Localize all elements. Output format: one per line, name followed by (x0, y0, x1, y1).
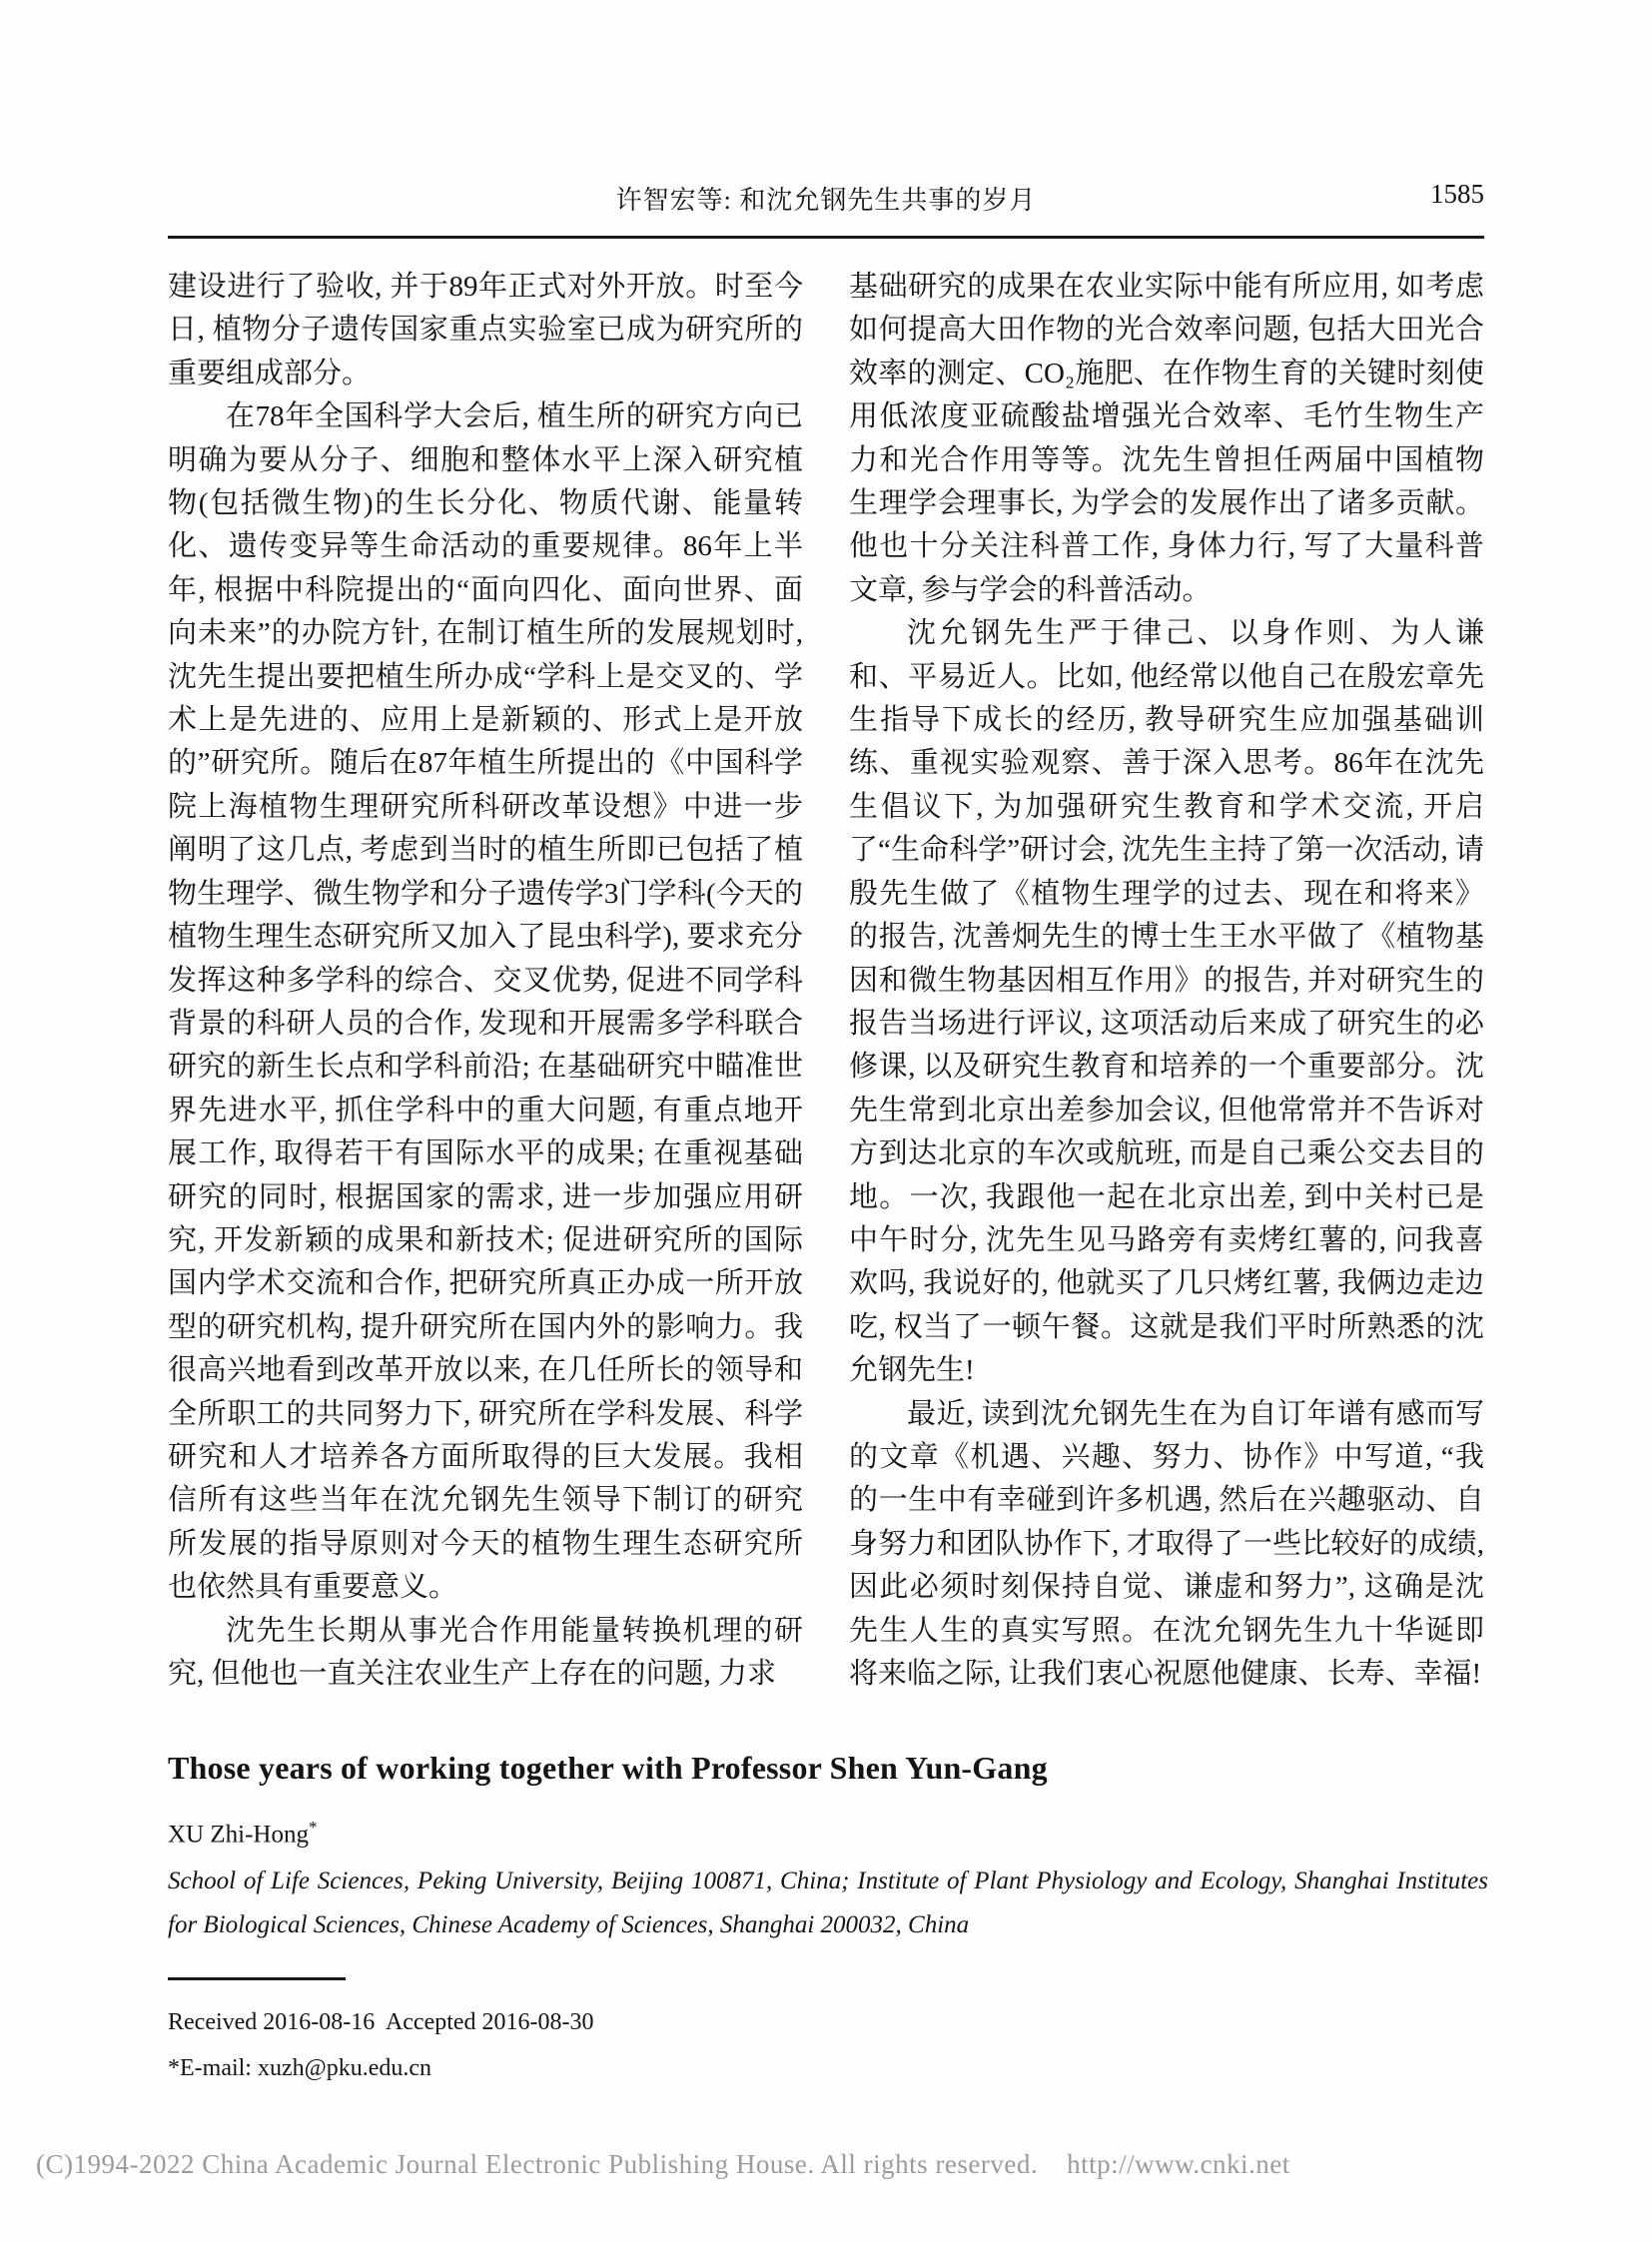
left-column (168, 266, 803, 1696)
author-line (168, 1818, 317, 1849)
page-number: 1585 (1430, 179, 1484, 209)
author-affiliation: School of Life Sciences, Peking University, Beijing 100871, China; Institute of Plant Physiology and Ecology, Shanghai Institutes for Biological Sciences, Chinese Academy of Sciences, Shanghai 200032, China (168, 1868, 1488, 1938)
email-footnote: *E-mail: xuzh@pku.edu.cn (168, 2055, 432, 2081)
body-text (168, 266, 1484, 1696)
paragraph: 最近, 读到沈允钢先生在为自订年谱有感而写的文章《机遇、兴趣、努力、协作》中写道, “我的一生中有幸碰到许多机遇, 然后在兴趣驱动、自身努力和团队协作下, 才取得了一些比较好的成绩, 因此必须时刻保持自觉、谦虚和努力”, 这确是沈先生人生的真实写照。在沈允钢先生九十华诞即将来临之际, 让我们衷心祝愿他健康、长寿、幸福! (849, 1397, 1484, 1690)
header-rule (168, 236, 1484, 239)
author-asterisk: * (308, 1818, 318, 1837)
paragraph: 基础研究的成果在农业实际中能有所应用, 如考虑如何提高大田作物的光合效率问题, 包括大田光合效率的测定、CO₂施肥、在作物生育的关键时刻使用低浓度亚硫酸盐增强光合效率、毛竹生物生产力和光合作用等等。沈先生曾担任两届中国植物生理学会理事长, 为学会的发展作出了诸多贡献。他也十分关注科普工作, 身体力行, 写了大量科普文章, 参与学会的科普活动。 (849, 271, 1484, 606)
paragraph: 沈允钢先生严于律己、以身作则、为人谦和、平易近人。比如, 他经常以他自己在殷宏章先生指导下成长的经历, 教导研究生应加强基础训练、重视实验观察、善于深入思考。86年在沈先生倡议下, 为加强研究生教育和学术交流, 开启了“生命科学”研讨会, 沈先生主持了第一次活动, 请殷先生做了《植物生理学的过去、现在和将来》的报告, 沈善炯先生的博士生王水平做了《植物基因和微生物基因相互作用》的报告, 并对研究生的报告当场进行评议, 这项活动后来成了研究生的必修课, 以及研究生教育和培养的一个重要部分。沈先生常到北京出差参加会议, 但他常常并不告诉对方到达北京的车次或航班, 而是自己乘公交去目的地。一次, 我跟他一起在北京出差, 到中关村已是中午时分, 沈先生见马路旁有卖烤红薯的, 问我喜欢吗, 我说好的, 他就买了几只烤红薯, 我俩边走边吃, 权当了一顿午餐。这就是我们平时所熟悉的沈允钢先生! (849, 617, 1484, 1387)
copyright-watermark: (C)1994-2022 China Academic Journal Electronic Publishing House. All rights reserved. http://www.cnki.net (36, 2149, 1290, 2179)
footnote-rule (168, 1977, 346, 1980)
received-accepted-dates: Received 2016-08-16 Accepted 2016-08-30 (168, 2009, 594, 2035)
paragraph: 在78年全国科学大会后, 植生所的研究方向已明确为要从分子、细胞和整体水平上深入研究植物(包括微生物)的生长分化、物质代谢、能量转化、遗传变异等生命活动的重要规律。86年上半年, 根据中科院提出的“面向四化、面向世界、面向未来”的办院方针, 在制订植生所的发展规划时, 沈先生提出要把植生所办成“学科上是交叉的、学术上是先进的、应用上是新颖的、形式上是开放的”研究所。随后在87年植生所提出的《中国科学院上海植物生理研究所科研改革设想》中进一步阐明了这几点, 考虑到当时的植生所即已包括了植物生理学、微生物学和分子遗传学3门学科(今天的植物生理生态研究所又加入了昆虫科学), 要求充分发挥这种多学科的综合、交叉优势, 促进不同学科背景的科研人员的合作, 发现和开展需多学科联合研究的新生长点和学科前沿; 在基础研究中瞄准世界先进水平, 抓住学科中的重大问题, 有重点地开展工作, 取得若干有国际水平的成果; 在重视基础研究的同时, 根据国家的需求, 进一步加强应用研究, 开发新颖的成果和新技术; 促进研究所的国际国内学术交流和合作, 把研究所真正办成一所开放型的研究机构, 提升研究所在国内外的影响力。我很高兴地看到改革开放以来, 在几任所长的领导和全所职工的共同努力下, 研究所在学科发展、科学研究和人才培养各方面所取得的巨大发展。我相信所有这些当年在沈允钢先生领导下制订的研究所发展的指导原则对今天的植物生理生态研究所也依然具有重要意义。 (168, 400, 803, 1604)
paragraph: 建设进行了验收, 并于89年正式对外开放。时至今日, 植物分子遗传国家重点实验室已成为研究所的重要组成部分。 (168, 271, 803, 389)
author-name: XU Zhi-Hong (168, 1821, 309, 1849)
running-head-title: 许智宏等: 和沈允钢先生共事的岁月 (615, 186, 1037, 215)
right-column (849, 266, 1484, 1696)
paragraph: 沈先生长期从事光合作用能量转换机理的研究, 但他也一直关注农业生产上存在的问题, 力求 (168, 1614, 803, 1690)
english-article-title: Those years of working together with Professor Shen Yun-Gang (168, 1750, 1048, 1786)
